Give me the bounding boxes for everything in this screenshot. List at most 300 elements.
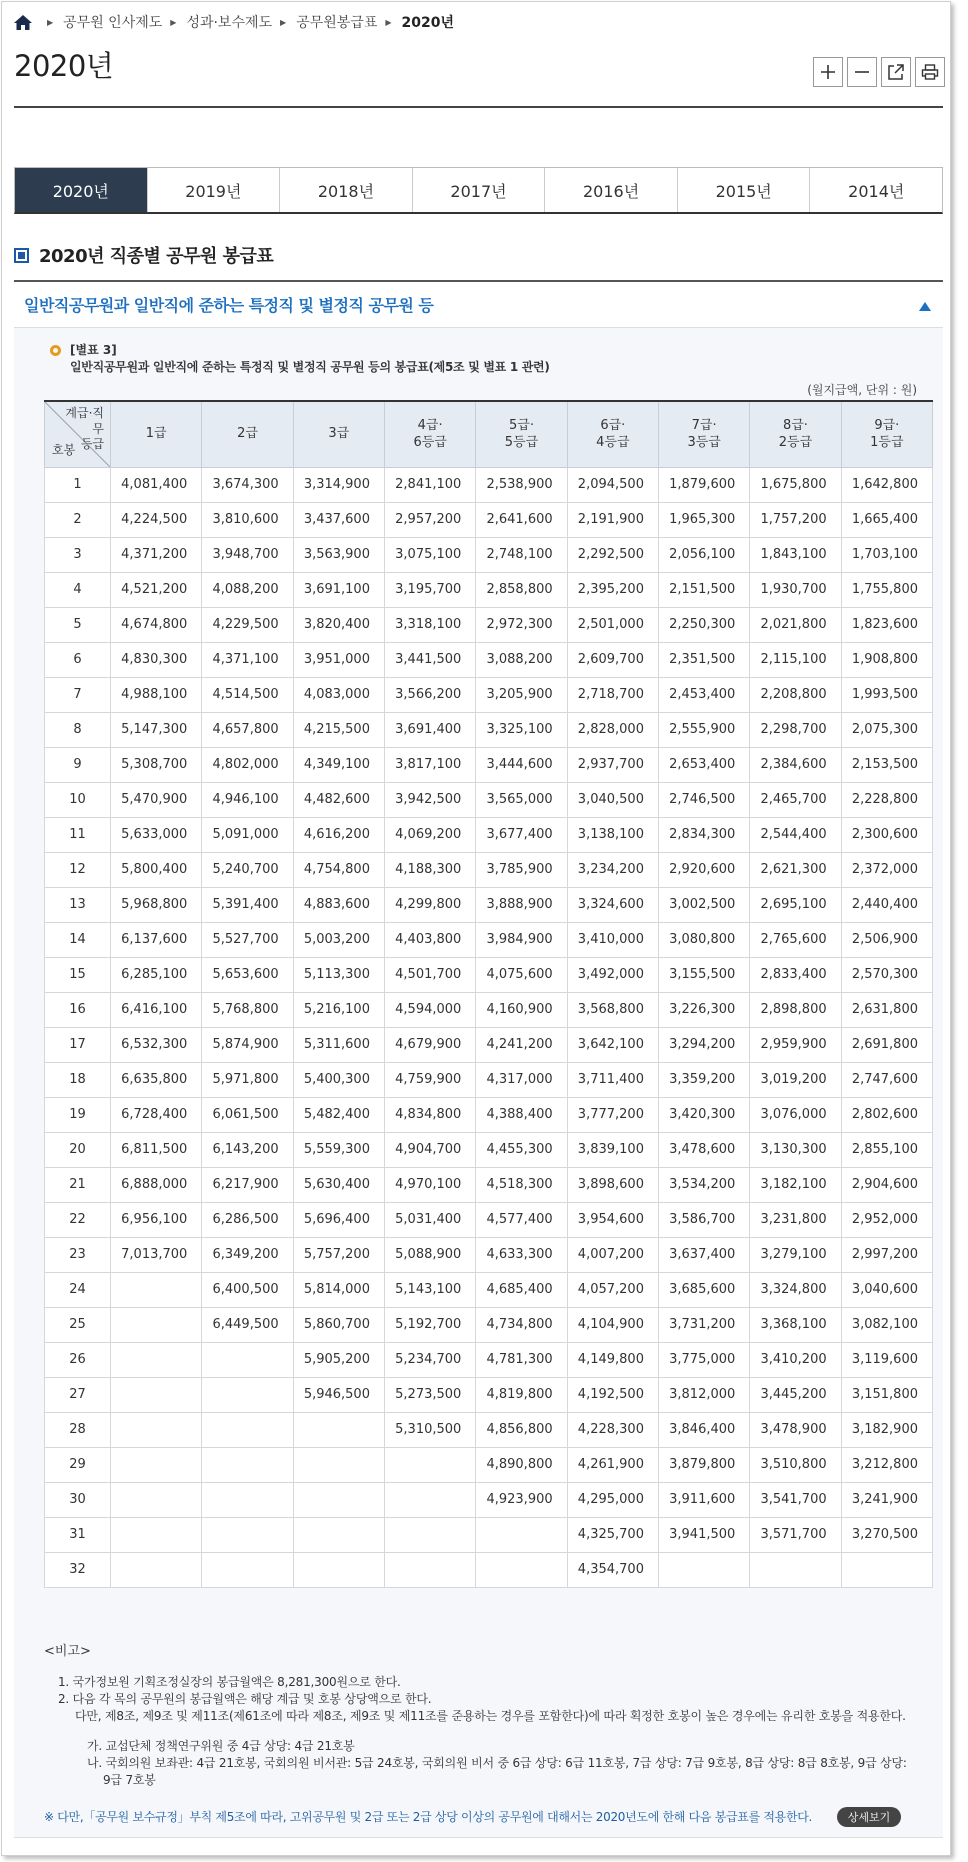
salary-cell: 3,711,400 (567, 1062, 658, 1097)
salary-cell: 2,920,600 (658, 852, 749, 887)
salary-cell: 3,234,200 (567, 852, 658, 887)
salary-cell: 3,231,800 (750, 1202, 841, 1237)
salary-cell: 3,002,500 (658, 887, 749, 922)
table-row (45, 782, 933, 817)
corner-header-cell (45, 401, 111, 467)
salary-cell (111, 1482, 202, 1517)
print-button[interactable] (915, 57, 945, 87)
salary-cell: 4,229,500 (202, 607, 293, 642)
salary-cell: 4,734,800 (476, 1307, 567, 1342)
table-row (45, 642, 933, 677)
salary-cell: 2,718,700 (567, 677, 658, 712)
salary-cell: 3,359,200 (658, 1062, 749, 1097)
breadcrumb-item-pay[interactable]: 성과·보수제도 (186, 15, 273, 31)
accordion-panel (14, 328, 943, 1838)
salary-cell: 6,143,200 (202, 1132, 293, 1167)
salary-cell: 5,003,200 (293, 922, 384, 957)
salary-cell: 3,677,400 (476, 817, 567, 852)
salary-cell: 2,153,500 (841, 747, 932, 782)
tab-2015[interactable]: 2015년 (678, 168, 811, 212)
salary-cell: 2,631,800 (841, 992, 932, 1027)
salary-cell: 4,261,900 (567, 1447, 658, 1482)
salary-cell: 3,571,700 (750, 1517, 841, 1552)
salary-cell: 4,685,400 (476, 1272, 567, 1307)
salary-cell: 2,115,100 (750, 642, 841, 677)
salary-cell: 2,695,100 (750, 887, 841, 922)
breadcrumb-item-salary-table[interactable]: 공무원봉급표 (296, 15, 378, 31)
salary-cell: 5,768,800 (202, 992, 293, 1027)
salary-cell: 2,298,700 (750, 712, 841, 747)
table-row (45, 1167, 933, 1202)
salary-cell: 4,633,300 (476, 1237, 567, 1272)
salary-cell: 5,088,900 (384, 1237, 475, 1272)
salary-cell: 3,325,100 (476, 712, 567, 747)
detail-view-button[interactable]: 상세보기 (837, 1807, 901, 1827)
table-row (45, 572, 933, 607)
step-number-cell: 14 (45, 922, 111, 957)
remark-item-1: 1. 국가정보원 기획조정실장의 봉급월액은 8,281,300원으로 한다. (58, 1675, 401, 1689)
salary-cell: 2,952,000 (841, 1202, 932, 1237)
accordion-header[interactable] (14, 280, 943, 328)
section-title: 2020년 직종별 공무원 봉급표 (39, 246, 274, 267)
salary-cell: 3,182,100 (750, 1167, 841, 1202)
circle-bullet-icon (50, 345, 61, 356)
salary-cell: 4,007,200 (567, 1237, 658, 1272)
salary-cell: 3,534,200 (658, 1167, 749, 1202)
salary-cell: 5,391,400 (202, 887, 293, 922)
salary-cell: 4,455,300 (476, 1132, 567, 1167)
salary-cell: 4,081,400 (111, 467, 202, 502)
table-row (45, 1342, 933, 1377)
tab-2016[interactable]: 2016년 (545, 168, 678, 212)
zoom-in-button[interactable] (813, 57, 843, 87)
salary-cell: 1,965,300 (658, 502, 749, 537)
tab-2014[interactable]: 2014년 (810, 168, 942, 212)
salary-cell (111, 1272, 202, 1307)
square-bullet-icon (14, 248, 29, 263)
salary-cell: 6,728,400 (111, 1097, 202, 1132)
step-number-cell: 17 (45, 1027, 111, 1062)
salary-cell: 1,823,600 (841, 607, 932, 642)
salary-cell: 5,192,700 (384, 1307, 475, 1342)
salary-cell: 4,802,000 (202, 747, 293, 782)
salary-cell (384, 1517, 475, 1552)
column-header: 6급· 4등급 (567, 401, 658, 467)
salary-cell (384, 1447, 475, 1482)
salary-cell: 5,971,800 (202, 1062, 293, 1097)
column-header: 9급· 1등급 (841, 401, 932, 467)
minus-icon (854, 64, 870, 80)
plus-icon (820, 64, 836, 80)
salary-cell: 3,076,000 (750, 1097, 841, 1132)
salary-cell (111, 1447, 202, 1482)
salary-cell: 2,440,400 (841, 887, 932, 922)
home-icon[interactable] (13, 13, 33, 31)
salary-cell (111, 1517, 202, 1552)
step-number-cell: 15 (45, 957, 111, 992)
salary-cell: 2,570,300 (841, 957, 932, 992)
salary-cell: 2,228,800 (841, 782, 932, 817)
salary-cell: 4,228,300 (567, 1412, 658, 1447)
tab-2020[interactable]: 2020년 (15, 168, 148, 212)
salary-cell: 1,642,800 (841, 467, 932, 502)
step-number-cell: 27 (45, 1377, 111, 1412)
salary-cell: 4,349,100 (293, 747, 384, 782)
salary-cell (750, 1552, 841, 1587)
remark-sub-ga: 가. 교섭단체 정책연구위원 중 4급 상당: 4급 21호봉 (87, 1739, 355, 1753)
salary-cell: 2,465,700 (750, 782, 841, 817)
salary-cell: 3,444,600 (476, 747, 567, 782)
salary-cell: 3,568,800 (567, 992, 658, 1027)
salary-cell: 2,641,600 (476, 502, 567, 537)
salary-cell (111, 1377, 202, 1412)
salary-cell: 2,904,600 (841, 1167, 932, 1202)
salary-cell (202, 1517, 293, 1552)
salary-cell: 4,521,200 (111, 572, 202, 607)
salary-cell: 3,138,100 (567, 817, 658, 852)
salary-cell (111, 1412, 202, 1447)
salary-cell: 3,445,200 (750, 1377, 841, 1412)
salary-cell: 3,879,800 (658, 1447, 749, 1482)
salary-cell (111, 1307, 202, 1342)
salary-cell: 3,410,000 (567, 922, 658, 957)
salary-cell: 4,946,100 (202, 782, 293, 817)
zoom-out-button[interactable] (847, 57, 877, 87)
chevron-right-icon: ▶ (170, 17, 177, 27)
remark-sub-na-cont: 9급 7호봉 (103, 1773, 156, 1787)
salary-cell: 3,294,200 (658, 1027, 749, 1062)
table-row (45, 922, 933, 957)
salary-cell: 3,410,200 (750, 1342, 841, 1377)
salary-cell: 4,188,300 (384, 852, 475, 887)
salary-cell: 4,317,000 (476, 1062, 567, 1097)
annex-title: 일반직공무원과 일반직에 준하는 특정직 및 별정직 공무원 등의 봉급표(제5조 및 별표 1 관련) (70, 360, 550, 374)
salary-cell: 2,765,600 (750, 922, 841, 957)
share-button[interactable] (881, 57, 911, 87)
breadcrumb-item-personnel[interactable]: 공무원 인사제도 (63, 15, 163, 31)
salary-cell: 3,155,500 (658, 957, 749, 992)
salary-cell: 5,470,900 (111, 782, 202, 817)
salary-cell: 2,372,000 (841, 852, 932, 887)
salary-cell: 3,492,000 (567, 957, 658, 992)
salary-cell: 5,308,700 (111, 747, 202, 782)
salary-cell: 4,069,200 (384, 817, 475, 852)
step-number-cell: 7 (45, 677, 111, 712)
step-number-cell: 28 (45, 1412, 111, 1447)
salary-cell: 3,777,200 (567, 1097, 658, 1132)
salary-cell: 2,855,100 (841, 1132, 932, 1167)
salary-cell: 2,747,600 (841, 1062, 932, 1097)
table-body (45, 467, 933, 1587)
salary-cell: 3,942,500 (384, 782, 475, 817)
step-number-cell: 9 (45, 747, 111, 782)
step-number-cell: 29 (45, 1447, 111, 1482)
salary-cell: 3,080,800 (658, 922, 749, 957)
salary-cell: 4,819,800 (476, 1377, 567, 1412)
salary-cell: 6,811,500 (111, 1132, 202, 1167)
step-number-cell: 13 (45, 887, 111, 922)
breadcrumb-current: 2020년 (401, 15, 455, 31)
salary-cell: 3,563,900 (293, 537, 384, 572)
salary-cell: 4,299,800 (384, 887, 475, 922)
salary-cell: 4,371,200 (111, 537, 202, 572)
toolbar (813, 57, 945, 87)
salary-cell: 4,215,500 (293, 712, 384, 747)
page-frame (1, 1, 951, 1856)
salary-cell: 2,538,900 (476, 467, 567, 502)
table-row (45, 1097, 933, 1132)
salary-cell (841, 1552, 932, 1587)
salary-cell: 6,061,500 (202, 1097, 293, 1132)
table-row (45, 607, 933, 642)
step-number-cell: 8 (45, 712, 111, 747)
salary-cell: 3,691,100 (293, 572, 384, 607)
salary-cell: 3,318,100 (384, 607, 475, 642)
chevron-right-icon: ▶ (385, 17, 392, 27)
salary-cell: 2,997,200 (841, 1237, 932, 1272)
salary-cell: 2,959,900 (750, 1027, 841, 1062)
table-row (45, 1482, 933, 1517)
salary-cell: 3,040,600 (841, 1272, 932, 1307)
salary-cell (202, 1482, 293, 1517)
salary-cell (202, 1552, 293, 1587)
salary-cell: 3,368,100 (750, 1307, 841, 1342)
salary-cell: 2,691,800 (841, 1027, 932, 1062)
salary-cell: 4,830,300 (111, 642, 202, 677)
salary-cell: 1,993,500 (841, 677, 932, 712)
salary-cell: 4,088,200 (202, 572, 293, 607)
salary-cell: 6,349,200 (202, 1237, 293, 1272)
salary-cell: 1,703,100 (841, 537, 932, 572)
table-row (45, 1062, 933, 1097)
salary-cell: 3,088,200 (476, 642, 567, 677)
table-row (45, 537, 933, 572)
salary-cell: 2,191,900 (567, 502, 658, 537)
salary-cell: 5,273,500 (384, 1377, 475, 1412)
salary-cell: 5,653,600 (202, 957, 293, 992)
salary-cell: 4,501,700 (384, 957, 475, 992)
salary-cell: 2,834,300 (658, 817, 749, 852)
salary-cell: 3,314,900 (293, 467, 384, 502)
salary-cell: 5,031,400 (384, 1202, 475, 1237)
accordion-title: 일반직공무원과 일반직에 준하는 특정직 및 별정직 공무원 등 (24, 296, 434, 315)
salary-cell: 4,075,600 (476, 957, 567, 992)
salary-cell: 4,594,000 (384, 992, 475, 1027)
salary-cell: 2,972,300 (476, 607, 567, 642)
salary-cell: 6,449,500 (202, 1307, 293, 1342)
salary-cell (111, 1342, 202, 1377)
remark-item-2: 2. 다음 각 목의 공무원의 봉급월액은 해당 계급 및 호봉 상당액으로 한다. (58, 1692, 432, 1706)
salary-cell: 2,833,400 (750, 957, 841, 992)
table-row (45, 1237, 933, 1272)
salary-cell: 5,311,600 (293, 1027, 384, 1062)
annex-label: [별표 3] (70, 343, 117, 357)
salary-cell: 5,527,700 (202, 922, 293, 957)
table-row (45, 747, 933, 782)
table-row (45, 887, 933, 922)
salary-cell: 2,544,400 (750, 817, 841, 852)
salary-cell: 5,400,300 (293, 1062, 384, 1097)
salary-cell: 1,930,700 (750, 572, 841, 607)
title-divider (14, 106, 943, 108)
table-row (45, 1307, 933, 1342)
salary-cell: 3,948,700 (202, 537, 293, 572)
salary-cell: 4,241,200 (476, 1027, 567, 1062)
salary-cell: 5,633,000 (111, 817, 202, 852)
column-header: 8급· 2등급 (750, 401, 841, 467)
salary-cell (476, 1517, 567, 1552)
salary-cell: 2,555,900 (658, 712, 749, 747)
salary-cell: 4,388,400 (476, 1097, 567, 1132)
salary-cell (293, 1482, 384, 1517)
salary-cell: 2,746,500 (658, 782, 749, 817)
salary-cell (658, 1552, 749, 1587)
table-row (45, 712, 933, 747)
corner-top-label: 계급·직 무 등급 (65, 406, 104, 452)
salary-cell: 6,635,800 (111, 1062, 202, 1097)
unit-note: (월지급액, 단위 : 원) (807, 383, 917, 397)
step-number-cell: 25 (45, 1307, 111, 1342)
step-number-cell: 21 (45, 1167, 111, 1202)
salary-cell: 3,182,900 (841, 1412, 932, 1447)
salary-cell (202, 1412, 293, 1447)
share-icon (887, 63, 905, 81)
salary-cell: 5,234,700 (384, 1342, 475, 1377)
salary-cell (202, 1377, 293, 1412)
salary-cell: 4,834,800 (384, 1097, 475, 1132)
salary-cell: 3,324,600 (567, 887, 658, 922)
salary-cell: 5,147,300 (111, 712, 202, 747)
step-number-cell: 3 (45, 537, 111, 572)
salary-cell: 3,785,900 (476, 852, 567, 887)
salary-cell: 3,817,100 (384, 747, 475, 782)
salary-cell: 3,642,100 (567, 1027, 658, 1062)
salary-cell: 4,988,100 (111, 677, 202, 712)
salary-cell: 4,679,900 (384, 1027, 475, 1062)
salary-cell: 4,057,200 (567, 1272, 658, 1307)
table-row (45, 677, 933, 712)
salary-cell: 4,295,000 (567, 1482, 658, 1517)
salary-cell: 2,898,800 (750, 992, 841, 1027)
salary-cell: 3,226,300 (658, 992, 749, 1027)
salary-cell: 1,879,600 (658, 467, 749, 502)
salary-cell: 2,056,100 (658, 537, 749, 572)
salary-cell: 5,091,000 (202, 817, 293, 852)
salary-cell: 6,956,100 (111, 1202, 202, 1237)
salary-cell: 3,691,400 (384, 712, 475, 747)
salary-cell: 3,911,600 (658, 1482, 749, 1517)
salary-cell: 2,300,600 (841, 817, 932, 852)
step-number-cell: 11 (45, 817, 111, 852)
step-number-cell: 2 (45, 502, 111, 537)
salary-cell: 4,616,200 (293, 817, 384, 852)
salary-cell: 4,759,900 (384, 1062, 475, 1097)
table-row (45, 1447, 933, 1482)
salary-cell: 2,957,200 (384, 502, 475, 537)
salary-cell: 5,559,300 (293, 1132, 384, 1167)
salary-cell: 4,224,500 (111, 502, 202, 537)
salary-cell: 2,506,900 (841, 922, 932, 957)
collapse-arrow-icon[interactable] (919, 302, 931, 311)
salary-cell: 3,205,900 (476, 677, 567, 712)
table-row (45, 1552, 933, 1587)
step-number-cell: 26 (45, 1342, 111, 1377)
salary-cell: 3,437,600 (293, 502, 384, 537)
table-row (45, 1132, 933, 1167)
salary-cell: 4,083,000 (293, 677, 384, 712)
salary-cell: 1,665,400 (841, 502, 932, 537)
salary-cell: 3,566,200 (384, 677, 475, 712)
salary-cell: 7,013,700 (111, 1237, 202, 1272)
salary-cell: 2,858,800 (476, 572, 567, 607)
salary-cell: 3,820,400 (293, 607, 384, 642)
column-header: 7급· 3등급 (658, 401, 749, 467)
salary-cell: 1,675,800 (750, 467, 841, 502)
salary-cell: 4,518,300 (476, 1167, 567, 1202)
salary-cell: 3,839,100 (567, 1132, 658, 1167)
salary-cell: 5,800,400 (111, 852, 202, 887)
salary-cell: 2,021,800 (750, 607, 841, 642)
table-row (45, 1202, 933, 1237)
salary-cell: 6,286,500 (202, 1202, 293, 1237)
salary-cell: 4,856,800 (476, 1412, 567, 1447)
salary-cell: 2,802,600 (841, 1097, 932, 1132)
tab-2017[interactable]: 2017년 (413, 168, 546, 212)
salary-cell: 5,113,300 (293, 957, 384, 992)
salary-cell: 1,908,800 (841, 642, 932, 677)
salary-cell: 5,216,100 (293, 992, 384, 1027)
salary-cell: 3,270,500 (841, 1517, 932, 1552)
salary-cell (111, 1552, 202, 1587)
salary-cell: 3,775,000 (658, 1342, 749, 1377)
page-title: 2020년 (14, 49, 114, 83)
salary-cell: 2,453,400 (658, 677, 749, 712)
salary-cell: 2,151,500 (658, 572, 749, 607)
salary-cell: 4,482,600 (293, 782, 384, 817)
salary-cell: 2,621,300 (750, 852, 841, 887)
step-number-cell: 32 (45, 1552, 111, 1587)
remark-sub-na: 나. 국회의원 보좌관: 4급 21호봉, 국회의원 비서관: 5급 24호봉, 국회의원 비서 중 6급 상당: 6급 11호봉, 7급 상당: 7급 9호봉, 8급 상당: 8급 8호봉, 9급 상당: (87, 1756, 907, 1770)
salary-cell: 5,482,400 (293, 1097, 384, 1132)
salary-cell: 2,250,300 (658, 607, 749, 642)
salary-cell: 4,904,700 (384, 1132, 475, 1167)
salary-cell: 5,905,200 (293, 1342, 384, 1377)
tab-2018[interactable]: 2018년 (280, 168, 413, 212)
salary-cell: 3,130,300 (750, 1132, 841, 1167)
salary-cell: 5,143,100 (384, 1272, 475, 1307)
section-heading (14, 242, 273, 268)
corner-bottom-label: 호봉 (52, 443, 76, 458)
salary-cell: 3,324,800 (750, 1272, 841, 1307)
table-row (45, 467, 933, 502)
table-row (45, 1517, 933, 1552)
salary-cell: 4,674,800 (111, 607, 202, 642)
step-number-cell: 22 (45, 1202, 111, 1237)
salary-cell: 5,757,200 (293, 1237, 384, 1272)
salary-cell: 3,241,900 (841, 1482, 932, 1517)
salary-cell: 2,384,600 (750, 747, 841, 782)
chevron-right-icon: ▶ (280, 17, 287, 27)
salary-cell: 2,609,700 (567, 642, 658, 677)
salary-cell: 4,923,900 (476, 1482, 567, 1517)
salary-cell: 3,151,800 (841, 1377, 932, 1412)
step-number-cell: 1 (45, 467, 111, 502)
tab-2019[interactable]: 2019년 (148, 168, 281, 212)
salary-cell: 2,351,500 (658, 642, 749, 677)
salary-cell: 3,954,600 (567, 1202, 658, 1237)
salary-cell: 4,514,500 (202, 677, 293, 712)
salary-cell: 3,586,700 (658, 1202, 749, 1237)
